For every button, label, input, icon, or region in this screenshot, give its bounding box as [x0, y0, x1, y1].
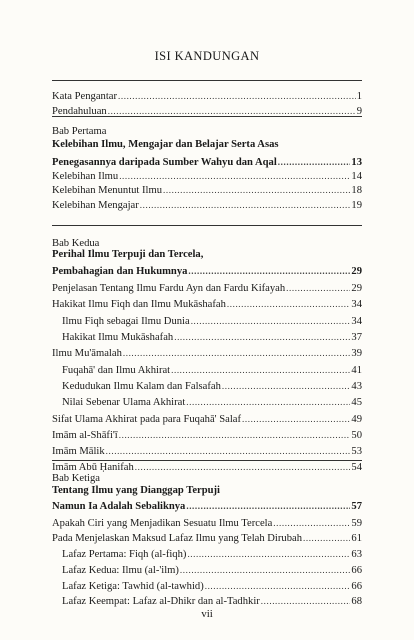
toc-entry[interactable] [62, 379, 362, 393]
leader-dots [140, 198, 351, 212]
toc-entry[interactable] [62, 314, 362, 328]
chapter-title-entry[interactable] [52, 264, 362, 278]
leader-dots [278, 155, 351, 169]
divider [52, 116, 362, 117]
entry-page-number: 39 [351, 348, 362, 359]
entry-title: Nilai Sebenar Ulama Akhirat [62, 397, 186, 408]
entry-title: Ilmu Mu'āmalah [52, 348, 122, 359]
leader-dots [171, 363, 350, 377]
leader-dots [205, 579, 351, 593]
leader-dots [123, 346, 351, 360]
entry-page-number: 53 [351, 446, 362, 457]
toc-entry[interactable] [52, 198, 362, 212]
page-title: ISI KANDUNGAN [154, 49, 260, 63]
entry-page-number: 18 [351, 185, 362, 196]
leader-dots [186, 499, 350, 513]
leader-dots [188, 264, 350, 278]
entry-page-number: 37 [351, 332, 362, 343]
divider [52, 80, 362, 81]
divider [52, 225, 362, 226]
toc-entry[interactable] [62, 594, 362, 608]
entry-page-number: 29 [351, 266, 362, 277]
toc-entry[interactable] [52, 169, 362, 183]
toc-entry[interactable] [52, 297, 362, 311]
entry-title: Penegasannya daripada Sumber Wahyu dan Aqal [52, 157, 277, 168]
leader-dots [242, 412, 350, 426]
page-number: vii [201, 608, 213, 620]
entry-page-number: 59 [351, 518, 362, 529]
entry-title: Kelebihan Menuntut Ilmu [52, 185, 163, 196]
toc-entry[interactable] [62, 579, 362, 593]
chapter-title-line: Tentang Ilmu yang Dianggap Terpuji [52, 485, 220, 496]
entry-page-number: 57 [351, 501, 362, 512]
leader-dots [106, 444, 351, 458]
entry-title: Lafaz Pertama: Fiqh (al-fiqh) [62, 549, 187, 560]
leader-dots [174, 330, 350, 344]
toc-entry[interactable] [62, 363, 362, 377]
entry-title: Lafaz Ketiga: Tawhid (al-tawhid) [62, 581, 204, 592]
toc-entry[interactable] [52, 281, 362, 295]
entry-title: Pendahuluan [52, 106, 107, 117]
leader-dots [227, 297, 351, 311]
entry-page-number: 13 [351, 157, 362, 168]
entry-title: Pembahagian dan Hukumnya [52, 266, 188, 277]
leader-dots [180, 563, 350, 577]
leader-dots [191, 314, 351, 328]
entry-page-number: 63 [351, 549, 362, 560]
chapter-label: Bab Ketiga [52, 473, 100, 484]
leader-dots [119, 428, 351, 442]
entry-page-number: 68 [351, 596, 362, 607]
entry-page-number: 9 [356, 106, 362, 117]
entry-page-number: 34 [351, 299, 362, 310]
entry-title: Kata Pengantar [52, 91, 118, 102]
toc-entry[interactable] [62, 563, 362, 577]
chapter-label: Bab Kedua [52, 238, 100, 249]
leader-dots [286, 281, 350, 295]
entry-page-number: 66 [351, 581, 362, 592]
leader-dots [273, 516, 350, 530]
leader-dots [303, 531, 350, 545]
entry-page-number: 61 [351, 533, 362, 544]
entry-title: Apakah Ciri yang Menjadikan Sesuatu Ilmu Tercela [52, 518, 273, 529]
entry-page-number: 66 [351, 565, 362, 576]
toc-entry[interactable] [52, 516, 362, 530]
chapter-title-line: Perihal Ilmu Terpuji dan Tercela, [52, 249, 204, 260]
entry-title: Imām Abū Ḥanifah [52, 462, 134, 473]
toc-entry[interactable] [52, 412, 362, 426]
entry-page-number: 41 [351, 365, 362, 376]
entry-page-number: 29 [351, 283, 362, 294]
entry-title: Hakikat Ilmu Mukāshafah [62, 332, 174, 343]
leader-dots [163, 183, 350, 197]
chapter-label: Bab Pertama [52, 126, 107, 137]
entry-page-number: 1 [356, 91, 362, 102]
entry-title: Imām Mālik [52, 446, 105, 457]
entry-page-number: 45 [351, 397, 362, 408]
leader-dots [186, 395, 350, 409]
entry-title: Kelebihan Ilmu [52, 171, 119, 182]
entry-page-number: 54 [351, 462, 362, 473]
divider [52, 460, 362, 461]
entry-page-number: 34 [351, 316, 362, 327]
leader-dots [119, 169, 350, 183]
entry-title: Hakikat Ilmu Fiqh dan Ilmu Mukāshafah [52, 299, 226, 310]
leader-dots [118, 89, 356, 103]
chapter-title-line: Kelebihan Ilmu, Mengajar dan Belajar Serta Asas [52, 139, 279, 150]
entry-page-number: 50 [351, 430, 362, 441]
entry-title: Lafaz Keempat: Lafaz al-Dhikr dan al-Tadhkir [62, 596, 260, 607]
toc-entry[interactable] [52, 183, 362, 197]
toc-entry[interactable] [52, 444, 362, 458]
toc-entry[interactable] [52, 346, 362, 360]
toc-entry[interactable] [52, 531, 362, 545]
entry-page-number: 43 [351, 381, 362, 392]
leader-dots [261, 594, 351, 608]
toc-entry[interactable] [52, 428, 362, 442]
entry-title: Kelebihan Mengajar [52, 200, 139, 211]
leader-dots [222, 379, 351, 393]
entry-title: Imām al-Shāfi'ī [52, 430, 118, 441]
entry-title: Fuqahā' dan Ilmu Akhirat [62, 365, 171, 376]
entry-page-number: 19 [351, 200, 362, 211]
toc-entry[interactable] [62, 330, 362, 344]
toc-entry[interactable] [52, 89, 362, 103]
leader-dots [187, 547, 350, 561]
entry-title: Sifat Ulama Akhirat pada para Fuqahā' Salaf [52, 414, 242, 425]
toc-entry[interactable] [62, 395, 362, 409]
entry-title: Ilmu Fiqh sebagai Ilmu Dunia [62, 316, 190, 327]
entry-page-number: 49 [351, 414, 362, 425]
entry-page-number: 14 [351, 171, 362, 182]
entry-title: Kedudukan Ilmu Kalam dan Falsafah [62, 381, 221, 392]
entry-title: Namun Ia Adalah Sebaliknya [52, 501, 186, 512]
toc-entry[interactable] [62, 547, 362, 561]
entry-title: Lafaz Kedua: Ilmu (al-'ilm) [62, 565, 179, 576]
entry-title: Penjelasan Tentang Ilmu Fardu Ayn dan Fardu Kifayah [52, 283, 286, 294]
chapter-title-entry[interactable] [52, 499, 362, 513]
chapter-title-entry[interactable] [52, 155, 362, 169]
entry-title: Pada Menjelaskan Maksud Lafaz Ilmu yang Telah Dirubah [52, 533, 302, 544]
